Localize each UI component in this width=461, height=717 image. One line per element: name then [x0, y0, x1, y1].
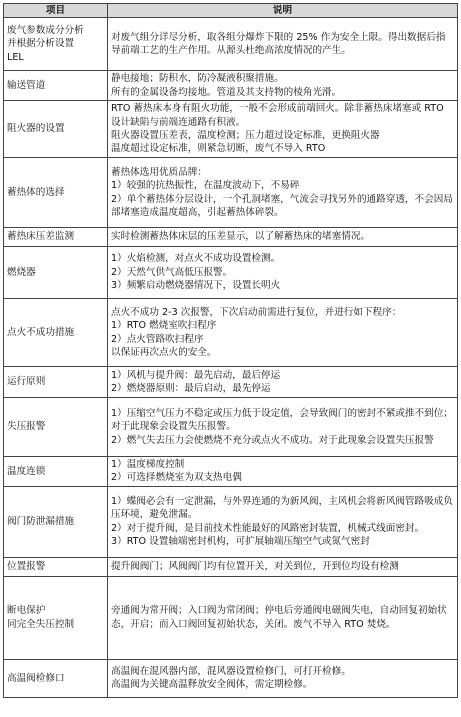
item-text: 阀门防泄漏措施 — [7, 516, 75, 528]
description-text: 1）RTO 燃烧室吹扫程序 — [111, 320, 217, 332]
table-row — [4, 18, 458, 71]
description-text: RTO 蓄热床本身有阻火功能，一般不会形成前端回火。除非蓄热床堵塞或 RTO 设计缺陷与前端连通路有积液。 — [111, 103, 444, 128]
row-item-cell — [4, 158, 108, 228]
row-description-cell — [108, 228, 458, 247]
table-row — [4, 71, 458, 101]
description-text: 1）温度梯度控制 — [111, 459, 185, 470]
item-text: 蓄热体的选择 — [7, 186, 65, 198]
row-description-cell — [108, 101, 458, 158]
table-row — [4, 158, 458, 228]
item-text: 蓄热床压差监测 — [7, 231, 75, 243]
item-text: 温度连锁 — [7, 465, 46, 477]
table-row — [4, 101, 458, 158]
description-text: 1）蝶阀必会有一定泄漏，与外界连通的为新风阀，主风机会将新风阀管路吸成负压环境，避免泄漏。 — [111, 496, 453, 521]
item-text: 断电保护 — [7, 605, 46, 617]
item-text: 失压报警 — [7, 421, 46, 433]
table-row — [4, 659, 458, 697]
description-text: 2）单个蓄热体分层设计，一个孔洞堵塞，气流会寻找另外的通路穿透，不会因局部堵塞造成温度超高，引起蓄热体碎裂。 — [111, 193, 453, 218]
table-row — [4, 228, 458, 247]
row-description-cell — [108, 457, 458, 487]
row-item-cell — [4, 71, 108, 101]
row-item-cell — [4, 247, 108, 299]
description-text: 对废气组分详尽分析，取各组分爆炸下限的 25% 作为安全上限。得出数据后指导前端工艺的生产作用。从源头杜绝高浓度情况的产生。 — [111, 31, 446, 56]
description-text: 2）可选择燃烧室为双支热电偶 — [111, 472, 242, 484]
table-row — [4, 398, 458, 457]
row-item-cell — [4, 659, 108, 697]
row-item-cell — [4, 486, 108, 557]
row-description-cell — [108, 18, 458, 71]
row-item-cell — [4, 576, 108, 659]
description-text: 3）RTO 设置轴端密封机构，可扩展轴端压缩空气或氮气密封 — [111, 536, 370, 548]
item-text: 阻火器的设置 — [7, 123, 65, 135]
item-text: 输送管道 — [7, 79, 46, 91]
header-item: 项目 — [4, 4, 108, 18]
item-text: 点火不成功措施 — [7, 326, 75, 338]
item-text: 运行原则 — [7, 376, 46, 388]
table-row — [4, 486, 458, 557]
row-item-cell — [4, 101, 108, 158]
description-text: 2）对于提升阀，是目前技术性能最好的风路密封装置，机械式线面密封。 — [111, 522, 425, 534]
row-description-cell — [108, 576, 458, 659]
description-text: 实时检测蓄热体床层的压差显示，以了解蓄热床的堵塞情况。 — [111, 231, 371, 243]
table-row — [4, 367, 458, 398]
table-row — [4, 576, 458, 659]
description-text: 高温阀在混风器内部，混风器设置检修门，可打开检修。 — [111, 665, 351, 677]
row-description-cell — [108, 247, 458, 299]
description-text: 2）点火管路吹扫程序 — [111, 333, 204, 345]
row-description-cell — [108, 158, 458, 228]
description-text: 温度超过设定标准，则紧急切断，废气不导入 RTO — [111, 143, 326, 155]
description-text: 1）压缩空气压力不稳定或压力低于设定值，会导致阀门的密封不紧或推不到位；对于此现象会设置失压报警。 — [111, 407, 453, 433]
item-text: 废气参数成分分析 — [7, 24, 84, 36]
item-text: 同完全失压控制 — [7, 618, 75, 630]
row-item-cell — [4, 457, 108, 487]
row-description-cell — [108, 71, 458, 101]
table-header-row — [4, 4, 458, 18]
row-item-cell — [4, 557, 108, 576]
row-description-cell — [108, 398, 458, 457]
row-description-cell — [108, 486, 458, 557]
description-text: 1）较强的抗热振性，在温度波动下，不易碎 — [111, 180, 300, 192]
row-item-cell — [4, 299, 108, 367]
row-item-cell — [4, 398, 108, 457]
item-text: 位置报警 — [7, 561, 46, 573]
row-description-cell — [108, 299, 458, 367]
table-row — [4, 299, 458, 367]
description-text: 点火不成功 2-3 次报警，下次启动前需进行复位，并进行如下程序： — [111, 306, 402, 318]
header-description: 说明 — [108, 4, 458, 18]
description-text: 1）火焰检测，对点火不成功设置检测。 — [111, 253, 281, 265]
item-text: 燃烧器 — [7, 266, 36, 278]
description-text: 2）燃气失去压力会使燃烧不充分或点火不成功。对于此现象会设置失压报警 — [111, 434, 434, 446]
row-item-cell — [4, 228, 108, 247]
description-text: 2）燃烧器原则：最后启动，最先停运 — [111, 383, 271, 394]
description-text: 1）风机与提升阀：最先启动，最后停运 — [111, 369, 281, 381]
description-text: 提升阀阀门；风阀阀门均有位置开关，对关到位，开到位均设有检测 — [111, 561, 399, 573]
description-text: 所有的金属设备均接地。管道及其支持物的棱角光滑。 — [111, 86, 342, 98]
description-text: 高温阀为关键高温释放安全阀体，需定期检修。 — [111, 679, 313, 691]
row-description-cell — [108, 367, 458, 398]
item-text: 并根据分析设置 — [7, 38, 75, 50]
table-row — [4, 457, 458, 487]
row-item-cell — [4, 18, 108, 71]
table-row — [4, 557, 458, 576]
description-text: 静电接地；防积水，防冷凝液积聚措施。 — [111, 73, 284, 85]
row-item-cell — [4, 367, 108, 398]
description-text: 蓄热体选用优质品牌： — [111, 166, 207, 178]
row-description-cell — [108, 557, 458, 576]
description-text: 以保证再次点火的安全。 — [111, 346, 217, 358]
item-text: LEL — [7, 51, 24, 63]
description-text: 阻火器设置压差表，温度检测；压力超过设定标准，更换阻火器 — [111, 130, 380, 141]
row-description-cell — [108, 659, 458, 697]
safety-measures-table — [3, 3, 458, 698]
table-row — [4, 247, 458, 299]
description-text: 2）天然气供气高低压报警。 — [111, 266, 233, 278]
item-text: 高温阀检修口 — [7, 672, 65, 684]
description-text: 3）频繁启动燃烧器情况下，设置长明火 — [111, 280, 281, 292]
description-text: 旁通阀为常开阀；入口阀为常闭阀；停电后旁通阀电磁阀失电，自动回复初始状态，开启；而入口阀回复初始状态，关闭。废气不导入 RTO 焚烧。 — [111, 605, 447, 630]
